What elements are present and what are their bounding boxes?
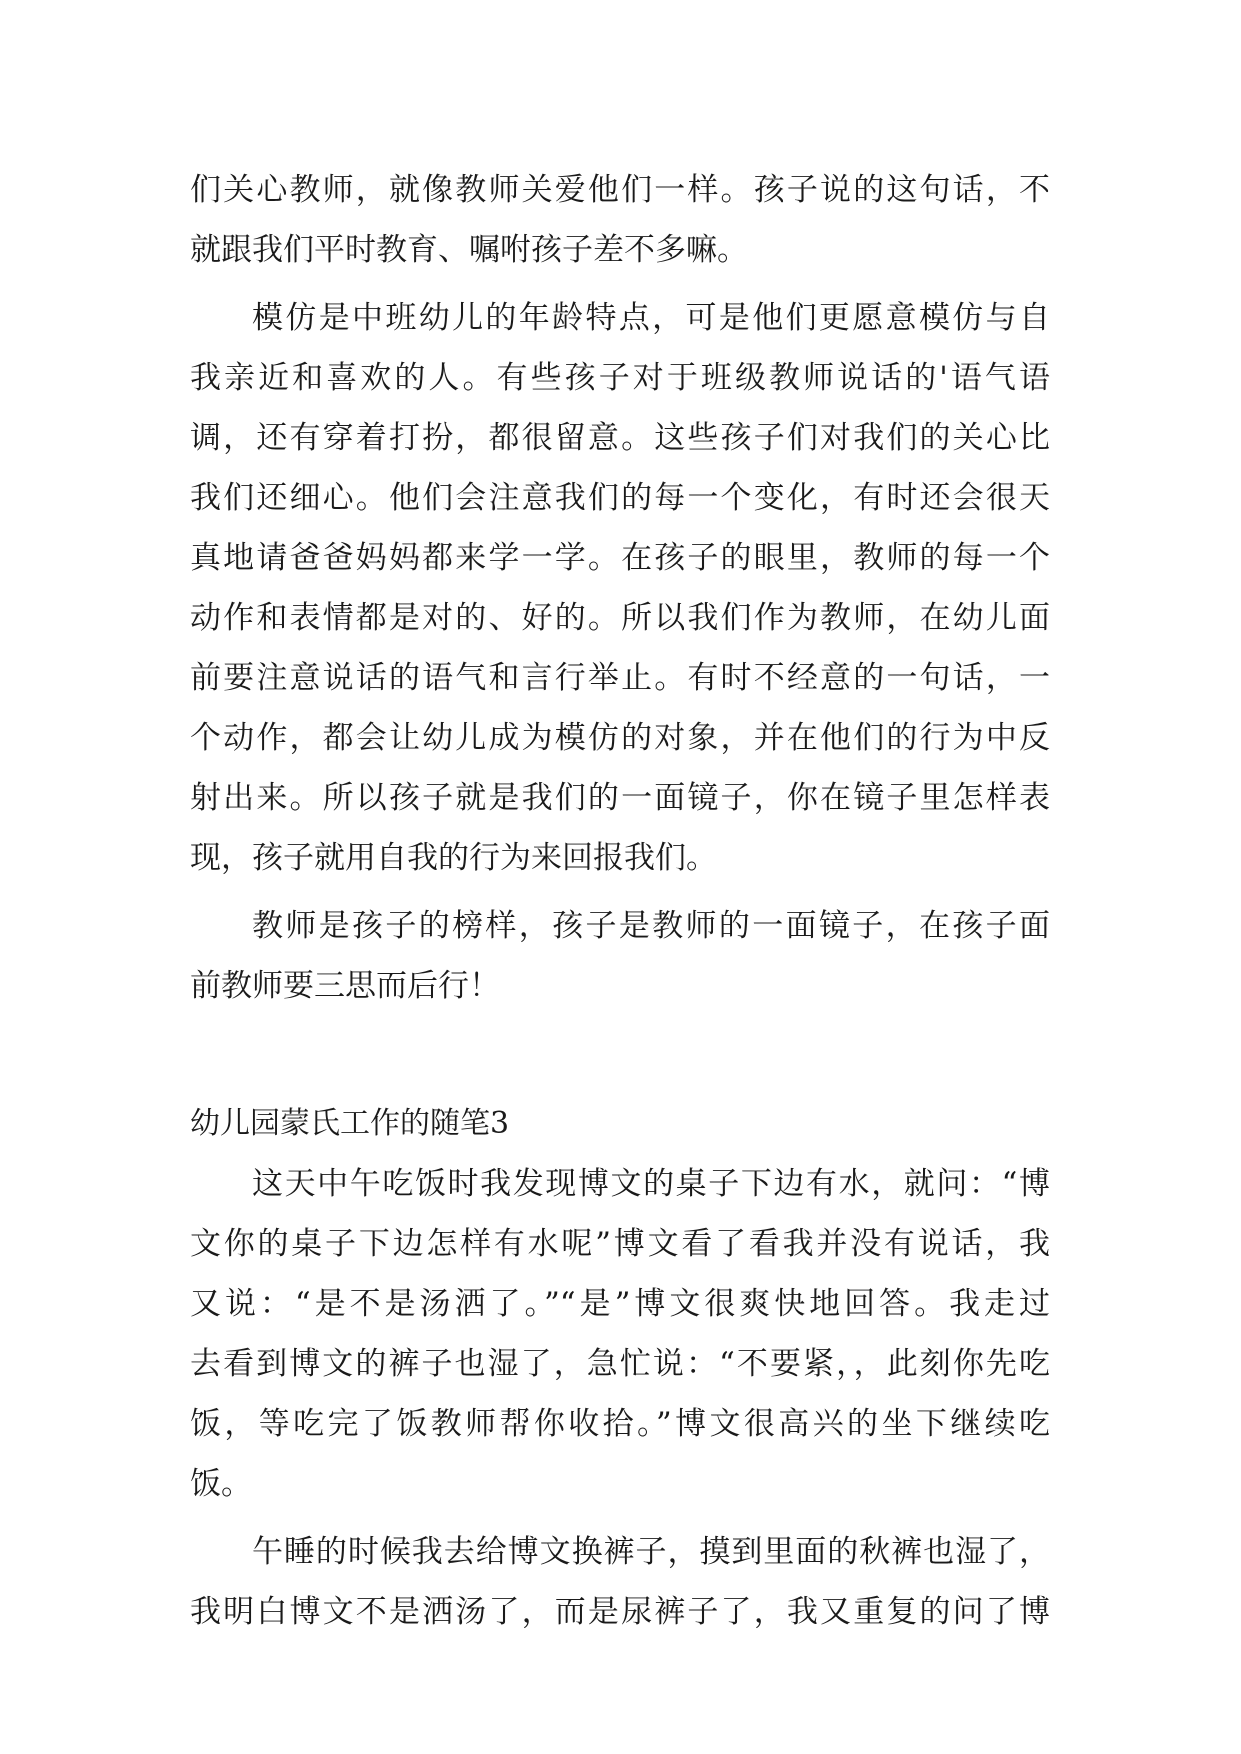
text-line: 午睡的时候我去给博文换裤子，摸到里面的秋裤也湿了，: [252, 1534, 1050, 1570]
text-line: 们关心教师，就像教师关爱他们一样。孩子说的这句话，不: [190, 172, 1050, 208]
text-line: 真地请爸爸妈妈都来学一学。在孩子的眼里，教师的每一个: [190, 540, 1050, 576]
text-line: 就跟我们平时教育、嘱咐孩子差不多嘛。: [190, 232, 748, 268]
text-line: 个动作，都会让幼儿成为模仿的对象，并在他们的行为中反: [190, 720, 1050, 756]
text-line: 现，孩子就用自我的行为来回报我们。: [190, 840, 717, 876]
paragraph-4: [190, 1154, 1050, 1514]
document-page: [190, 160, 1050, 1642]
text-line: 我亲近和喜欢的人。有些孩子对于班级教师说话的'语气语: [190, 360, 1050, 396]
text-line: 这天中午吃饭时我发现博文的桌子下边有水，就问：“博: [252, 1166, 1050, 1202]
text-line: 文你的桌子下边怎样有水呢”博文看了看我并没有说话，我: [190, 1226, 1050, 1262]
paragraph-1: [190, 160, 1050, 280]
text-line: 我明白博文不是洒汤了，而是尿裤子了，我又重复的问了博: [190, 1594, 1050, 1630]
text-line: 前要注意说话的语气和言行举止。有时不经意的一句话，一: [190, 660, 1050, 696]
text-line: 调，还有穿着打扮，都很留意。这些孩子们对我们的关心比: [190, 420, 1050, 456]
paragraph-5: [190, 1522, 1050, 1642]
section-heading: 幼儿园蒙氏工作的随笔3: [190, 1106, 510, 1141]
text-line: 动作和表情都是对的、好的。所以我们作为教师，在幼儿面: [190, 600, 1050, 636]
paragraph-2: [190, 288, 1050, 888]
paragraph-3: [190, 896, 1050, 1016]
text-line: 又说：“是不是汤洒了。”“是”博文很爽快地回答。我走过: [190, 1286, 1050, 1322]
text-line: 射出来。所以孩子就是我们的一面镜子，你在镜子里怎样表: [190, 780, 1050, 816]
text-line: 教师是孩子的榜样，孩子是教师的一面镜子，在孩子面: [252, 908, 1050, 944]
text-line: 饭。: [190, 1466, 252, 1502]
text-line: 去看到博文的裤子也湿了，急忙说：“不要紧，，此刻你先吃: [190, 1346, 1050, 1382]
text-line: 前教师要三思而后行！: [190, 968, 500, 1004]
text-line: 饭，等吃完了饭教师帮你收拾。”博文很高兴的坐下继续吃: [190, 1406, 1050, 1442]
text-line: 我们还细心。他们会注意我们的每一个变化，有时还会很天: [190, 480, 1050, 516]
text-line: 模仿是中班幼儿的年龄特点，可是他们更愿意模仿与自: [252, 300, 1050, 336]
